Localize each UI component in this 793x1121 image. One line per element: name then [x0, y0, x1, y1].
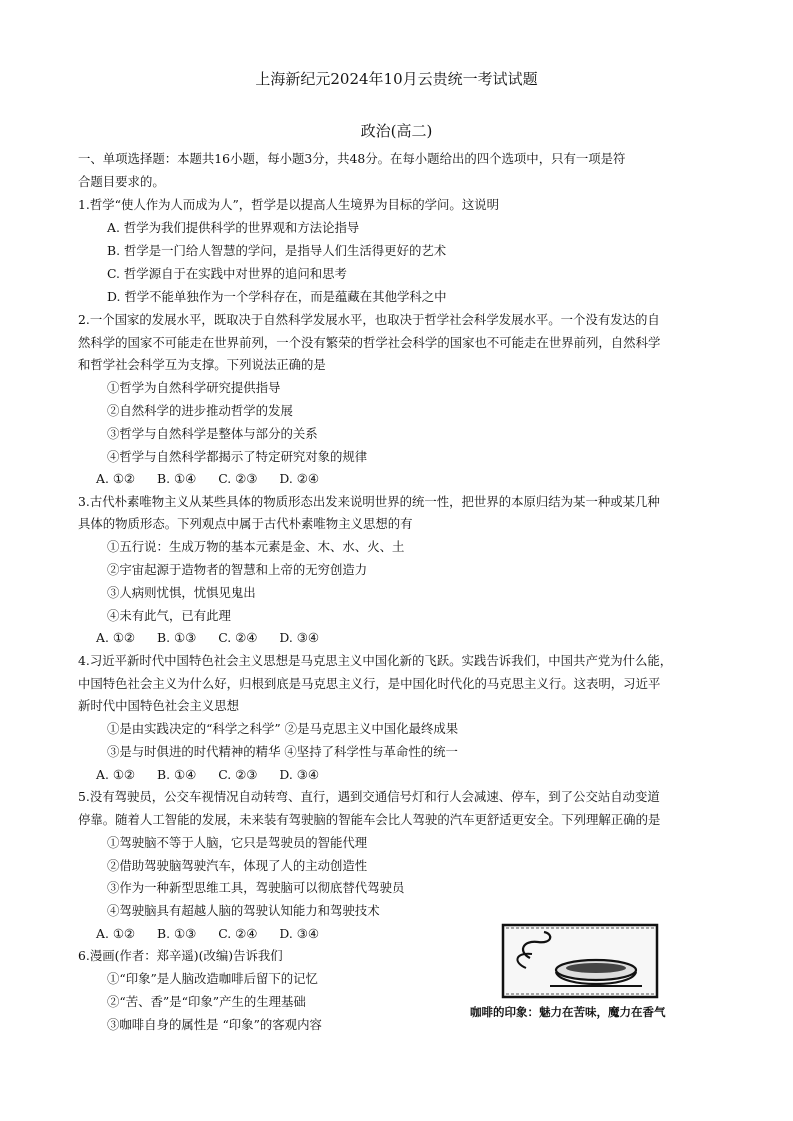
question-3-item: ②宇宙起源于造物者的智慧和上帝的无穷创造力: [107, 562, 368, 577]
question-6-item: ①“印象”是人脑改造咖啡后留下的记忆: [107, 971, 318, 986]
question-3-stem: 3.古代朴素唯物主义从某些具体的物质形态出发来说明世界的统一性，把世界的本原归结为某一种或某几种: [78, 494, 660, 509]
question-2-stem: 2.一个国家的发展水平，既取决于自然科学发展水平，也取决于哲学社会科学发展水平。一个没有发达的自: [78, 312, 660, 327]
question-5-choices: [96, 928, 341, 940]
choice-d: D. ②④: [279, 471, 319, 486]
question-4-stem: 中国特色社会主义为什么好，归根到底是马克思主义行，是中国化时代化的马克思主义行。这表明，习近平: [78, 676, 661, 691]
question-5-stem: 停靠。随着人工智能的发展，未来装有驾驶脑的智能车会比人驾驶的汽车更舒适更安全。下列理解正确的是: [78, 812, 661, 827]
choice-c: C. ②③: [218, 767, 258, 782]
question-6-stem: 6.漫画(作者：郑辛遥)(改编)告诉我们: [78, 948, 283, 963]
question-4-stem: 4.习近平新时代中国特色社会主义思想是马克思主义中国化新的飞跃。实践告诉我们，中国共产党为什么能，: [78, 653, 673, 668]
question-1-stem: 1.哲学“使人作为人而成为人”，哲学是以提高人生境界为目标的学问。这说明: [78, 197, 499, 212]
question-6-item: ③咖啡自身的属性是 “印象”的客观内容: [107, 1017, 322, 1032]
question-3-choices: [96, 632, 341, 644]
choice-a: A. ①②: [96, 926, 136, 941]
choice-d: D. ③④: [279, 926, 319, 941]
choice-c: C. ②④: [218, 926, 258, 941]
question-4-item: ③是与时俱进的时代精神的精华 ④坚持了科学性与革命性的统一: [107, 744, 458, 759]
section-instructions: 一、单项选择题：本题共16小题，每小题3分，共48分。在每小题给出的四个选项中，只有一项是符: [78, 151, 626, 166]
choice-b: B. ①④: [157, 767, 197, 782]
question-5-item: ③作为一种新型思维工具，驾驶脑可以彻底替代驾驶员: [107, 880, 405, 895]
question-6-item: ②“苦、香”是“印象”产生的生理基础: [107, 994, 306, 1009]
cartoon-caption: 咖啡的印象：魅力在苦味，魔力在香气: [470, 1005, 666, 1019]
question-3-item: ④未有此气，已有此理: [107, 608, 231, 623]
question-5-item: ②借助驾驶脑驾驶汽车，体现了人的主动创造性: [107, 858, 368, 873]
question-2-stem: 然科学的国家不可能走在世界前列，一个没有繁荣的哲学社会科学的国家也不可能走在世界前列，自然科学: [78, 335, 661, 350]
coffee-cartoon-image: [500, 922, 660, 1000]
choice-b: B. ①③: [157, 630, 197, 645]
choice-d: D. ③④: [279, 630, 319, 645]
question-1-option-d: D. 哲学不能单独作为一个学科存在，而是蕴藏在其他学科之中: [107, 289, 447, 304]
choice-c: C. ②③: [218, 471, 258, 486]
choice-c: C. ②④: [218, 630, 258, 645]
question-2-item: ③哲学与自然科学是整体与部分的关系: [107, 426, 318, 441]
choice-a: A. ①②: [96, 767, 136, 782]
question-2-stem: 和哲学社会科学互为支撑。下列说法正确的是: [78, 357, 326, 372]
question-4-stem: 新时代中国特色社会主义思想: [78, 698, 240, 713]
question-2-item: ①哲学为自然科学研究提供指导: [107, 380, 281, 395]
question-5-item: ①驾驶脑不等于人脑，它只是驾驶员的智能代理: [107, 835, 368, 850]
question-5-stem: 5.没有驾驶员，公交车视情况自动转弯、直行，遇到交通信号灯和行人会减速、停车，到了公交站自动变道: [78, 789, 660, 804]
question-1-option-c: C. 哲学源自于在实践中对世界的追问和思考: [107, 266, 347, 281]
question-1-option-b: B. 哲学是一门给人智慧的学问，是指导人们生活得更好的艺术: [107, 243, 447, 258]
exam-title: 上海新纪元2024年10月云贵统一考试试题: [255, 70, 538, 88]
choice-d: D. ③④: [279, 767, 319, 782]
question-4-item: ①是由实践决定的“科学之科学” ②是马克思主义中国化最终成果: [107, 721, 459, 736]
question-4-choices: [96, 769, 341, 781]
subject-title: 政治(高二): [360, 122, 433, 140]
question-2-choices: [96, 473, 341, 485]
choice-b: B. ①④: [157, 471, 197, 486]
coffee-surface: [566, 963, 626, 973]
section-instructions-cont: 合题目要求的。: [78, 174, 165, 189]
question-3-stem: 具体的物质形态。下列观点中属于古代朴素唯物主义思想的有: [78, 516, 413, 531]
question-3-item: ①五行说：生成万物的基本元素是金、木、水、火、土: [107, 539, 405, 554]
question-5-item: ④驾驶脑具有超越人脑的驾驶认知能力和驾驶技术: [107, 903, 380, 918]
question-2-item: ④哲学与自然科学都揭示了特定研究对象的规律: [107, 449, 368, 464]
choice-b: B. ①③: [157, 926, 197, 941]
question-2-item: ②自然科学的进步推动哲学的发展: [107, 403, 293, 418]
choice-a: A. ①②: [96, 630, 136, 645]
question-3-item: ③人病则忧惧，忧惧见鬼出: [107, 585, 256, 600]
choice-a: A. ①②: [96, 471, 136, 486]
question-1-option-a: A. 哲学为我们提供科学的世界观和方法论指导: [107, 220, 360, 235]
